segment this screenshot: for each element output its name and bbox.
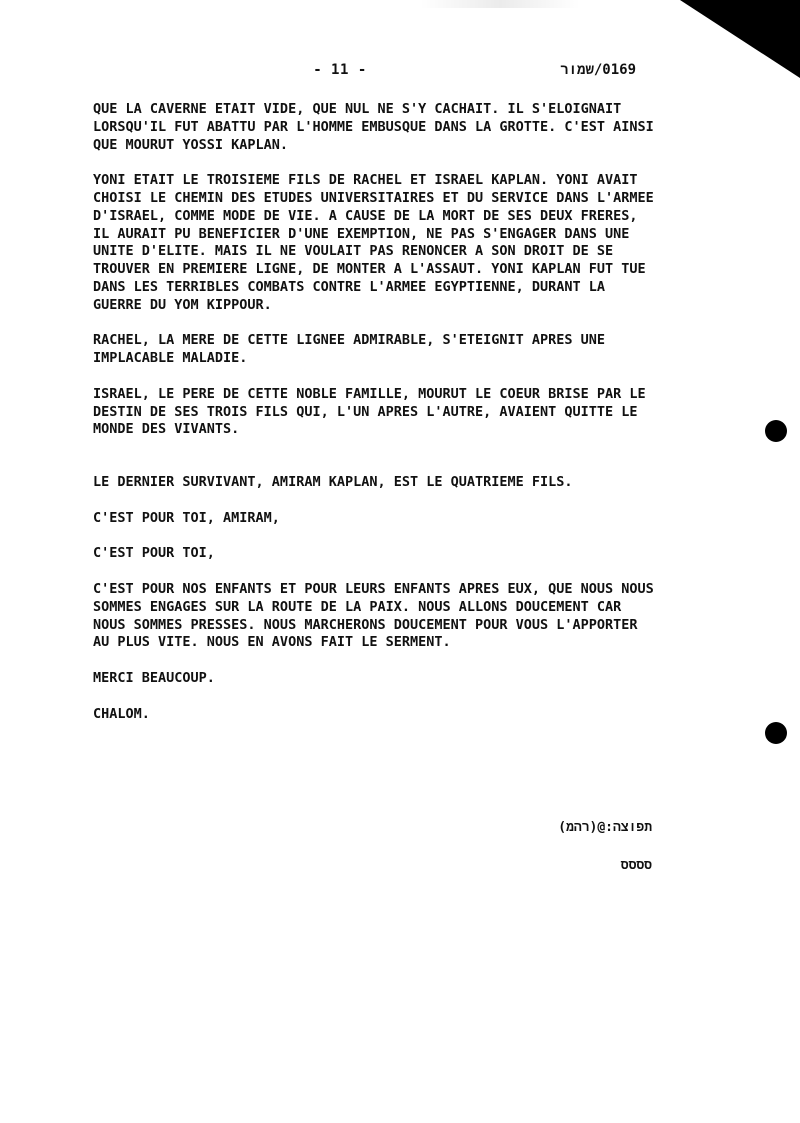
text-line: GUERRE DU YOM KIPPOUR. [93,296,272,313]
file-reference: 0169/שמור [560,62,636,78]
paragraph-amiram [93,474,673,492]
paragraph-thanks [93,670,673,688]
text-line: MONDE DES VIVANTS. [93,421,240,438]
text-line: LORSQU'IL FUT ABATTU PAR L'HOMME EMBUSQUE DANS LA GROTTE. C'EST AINSI [93,118,654,135]
paragraph-yoni [93,172,673,314]
text-line: RACHEL, LA MERE DE CETTE LIGNEE ADMIRABLE, S'ETEIGNIT APRES UNE [93,332,606,349]
paragraph-peace-pledge [93,581,673,652]
binder-punch-hole-top [765,420,787,442]
text-line: MERCI BEAUCOUP. [93,669,215,686]
text-line: CHALOM. [93,705,150,722]
distribution-line: תפוצה:@(רהמ) [558,820,652,835]
text-line: IL AURAIT PU BENEFICIER D'UNE EXEMPTION, NE PAS S'ENGAGER DANS UNE [93,225,630,242]
text-line: C'EST POUR TOI, AMIRAM, [93,509,280,526]
text-line: ISRAEL, LE PERE DE CETTE NOBLE FAMILLE, MOURUT LE COEUR BRISE PAR LE [93,385,646,402]
page-number: - 11 - [313,62,367,78]
scanned-corner-fold [680,0,800,78]
text-line: YONI ETAIT LE TROISIEME FILS DE RACHEL ET ISRAEL KAPLAN. YONI AVAIT [93,172,638,189]
document-body [93,101,673,723]
text-line: IMPLACABLE MALADIE. [93,350,248,367]
paragraph-for-you [93,545,673,563]
text-line: DESTIN DE SES TROIS FILS QUI, L'UN APRES L'AUTRE, AVAIENT QUITTE LE [93,403,638,420]
text-line: TROUVER EN PREMIERE LIGNE, DE MONTER A L'ASSAUT. YONI KAPLAN FUT TUE [93,261,646,278]
paragraph-yossi-death [93,101,673,154]
text-line: D'ISRAEL, COMME MODE DE VIE. A CAUSE DE LA MORT DE SES DEUX FRERES, [93,207,638,224]
text-line: NOUS SOMMES PRESSES. NOUS MARCHERONS DOUCEMENT POUR VOUS L'APPORTER [93,616,638,633]
end-marker: סססס [620,858,652,873]
text-line: C'EST POUR NOS ENFANTS ET POUR LEURS ENFANTS APRES EUX, QUE NOUS NOUS [93,580,654,597]
paragraph-closing [93,706,673,724]
paragraph-israel [93,386,673,439]
text-line: C'EST POUR TOI, [93,545,215,562]
text-line: QUE LA CAVERNE ETAIT VIDE, QUE NUL NE S'Y CACHAIT. IL S'ELOIGNAIT [93,101,622,117]
text-line: SOMMES ENGAGES SUR LA ROUTE DE LA PAIX. NOUS ALLONS DOUCEMENT CAR [93,598,622,615]
paragraph-for-you-amiram [93,510,673,528]
text-line: CHOISI LE CHEMIN DES ETUDES UNIVERSITAIRES ET DU SERVICE DANS L'ARMEE [93,189,654,206]
scan-artifact [420,0,580,8]
text-line: AU PLUS VITE. NOUS EN AVONS FAIT LE SERMENT. [93,634,451,651]
text-line: DANS LES TERRIBLES COMBATS CONTRE L'ARMEE EGYPTIENNE, DURANT LA [93,278,606,295]
text-line: LE DERNIER SURVIVANT, AMIRAM KAPLAN, EST LE QUATRIEME FILS. [93,474,573,491]
text-line: QUE MOURUT YOSSI KAPLAN. [93,136,289,153]
binder-punch-hole-bottom [765,722,787,744]
text-line: UNITE D'ELITE. MAIS IL NE VOULAIT PAS RENONCER A SON DROIT DE SE [93,243,614,260]
paragraph-rachel [93,332,673,368]
